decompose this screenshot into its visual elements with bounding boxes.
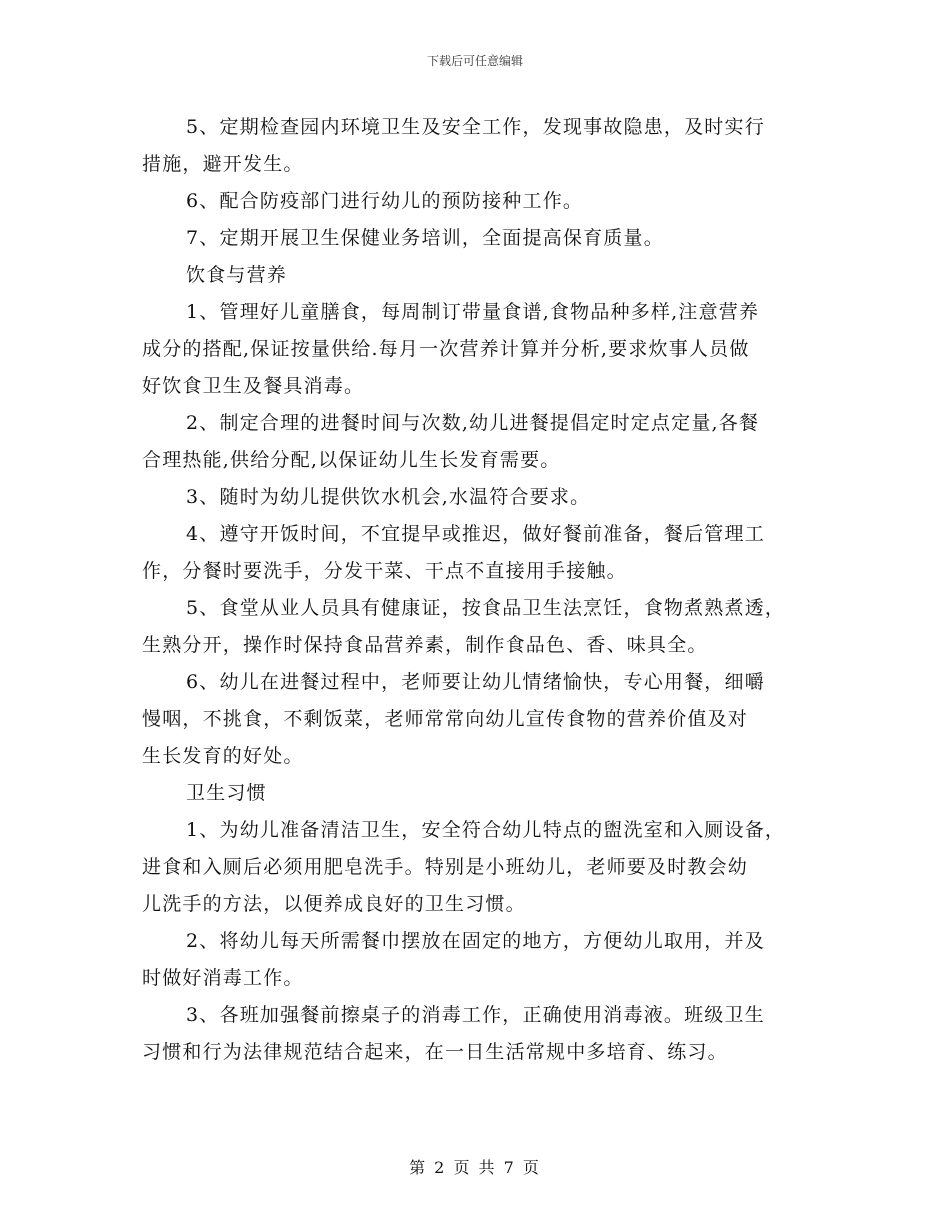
- text-line: 习惯和行为法律规范结合起来，在一日生活常规中多培育、练习。: [142, 1041, 728, 1063]
- text-line: 4、遵守开饭时间，不宜提早或推迟，做好餐前准备，餐后管理工: [186, 523, 765, 545]
- text-line: 合理热能,供给分配,以保证幼儿生长发育需要。: [142, 449, 561, 471]
- text-line: 进食和入厕后必须用肥皂洗手。特别是小班幼儿，老师要及时教会幼: [142, 856, 749, 878]
- text-line: 3、各班加强餐前擦桌子的消毒工作，正确使用消毒液。班级卫生: [186, 1004, 765, 1026]
- text-line: 5、定期检查园内环境卫生及安全工作，发现事故隐患，及时实行: [186, 116, 765, 138]
- text-line: 时做好消毒工作。: [142, 967, 304, 989]
- text-line: 慢咽，不挑食，不剩饭菜，老师常常向幼儿宣传食物的营养价值及对: [142, 708, 749, 730]
- text-line: 6、配合防疫部门进行幼儿的预防接种工作。: [186, 190, 584, 212]
- text-line: 好饮食卫生及餐具消毒。: [142, 375, 365, 397]
- text-line: 生长发育的好处。: [142, 745, 304, 767]
- text-line: 儿洗手的方法，以便养成良好的卫生习惯。: [142, 893, 526, 915]
- text-line: 措施，避开发生。: [142, 153, 304, 175]
- text-line: 7、定期开展卫生保健业务培训，全面提高保育质量。: [186, 227, 664, 249]
- text-line: 2、制定合理的进餐时间与次数,幼儿进餐提倡定时定点定量,各餐: [186, 412, 760, 434]
- text-line: 生熟分开，操作时保持食品营养素，制作食品色、香、味具全。: [142, 634, 708, 656]
- document-body: [142, 109, 814, 1071]
- page-number-footer: 第 2 页 共 7 页: [409, 1158, 541, 1177]
- text-line: 2、将幼儿每天所需餐巾摆放在固定的地方，方便幼儿取用，并及: [186, 930, 765, 952]
- text-line: 3、随时为幼儿提供饮水机会,水温符合要求。: [186, 486, 591, 508]
- text-line: 饮食与营养: [186, 264, 288, 286]
- text-line: 6、幼儿在进餐过程中，老师要让幼儿情绪愉快，专心用餐，细嚼: [186, 671, 765, 693]
- text-line: 5、食堂从业人员具有健康证，按食品卫生法烹饪，食物煮熟煮透，: [186, 597, 786, 619]
- page-header-note: 下载后可任意编辑: [426, 54, 523, 68]
- text-line: 成分的搭配,保证按量供给.每月一次营养计算并分析,要求炊事人员做: [142, 338, 750, 360]
- text-line: 作，分餐时要洗手，分发干菜、干点不直接用手接触。: [142, 560, 627, 582]
- text-line: 卫生习惯: [186, 782, 267, 804]
- text-line: 1、管理好儿童膳食，每周制订带量食谱,食物品种多样,注意营养: [186, 301, 760, 323]
- text-line: 1、为幼儿准备清洁卫生，安全符合幼儿特点的盥洗室和入厕设备，: [186, 819, 786, 841]
